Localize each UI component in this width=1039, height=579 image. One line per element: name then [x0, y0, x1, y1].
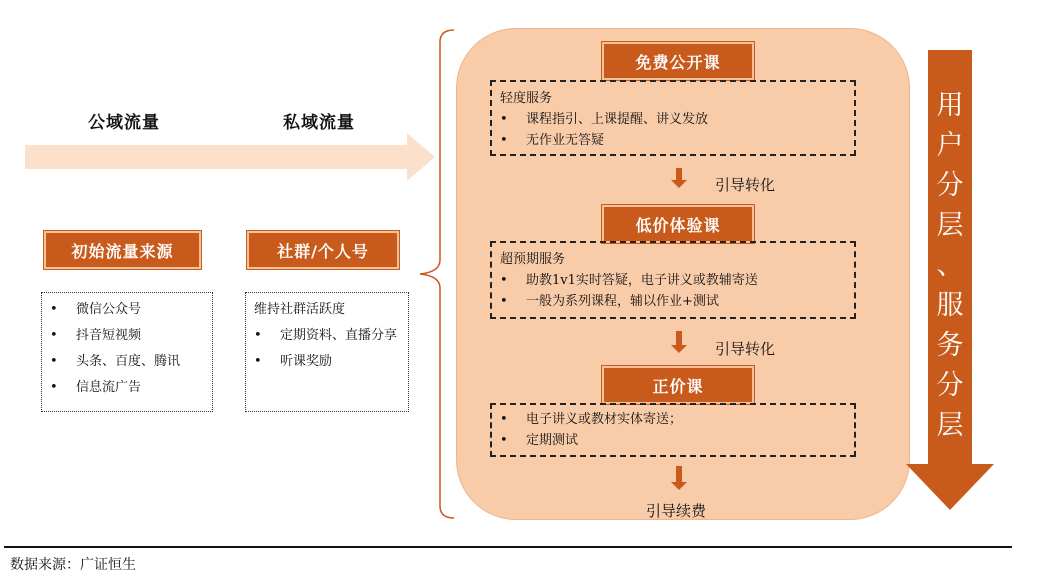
- trial-course-box: [490, 241, 856, 319]
- list-item: • 微信公众号: [50, 302, 142, 317]
- traffic-flow-arrow: [25, 133, 435, 181]
- list-item: • 助教1v1实时答疑，电子讲义或教辅寄送: [500, 273, 758, 288]
- initial-source-list: [41, 292, 213, 412]
- list-item: • 定期资料、直播分享: [254, 328, 398, 343]
- down-arrow-icon: [671, 168, 687, 188]
- public-traffic-label: 公域流量: [88, 113, 160, 133]
- list-item: • 课程指引、上课提醒、讲义发放: [500, 112, 709, 127]
- community-title: 社群/个人号: [247, 231, 399, 269]
- list-item: • 无作业无答疑: [500, 133, 605, 148]
- footer-divider: [4, 546, 1012, 548]
- private-traffic-label: 私域流量: [283, 113, 355, 133]
- guide-label-1: 引导转化: [715, 176, 776, 194]
- list-item: • 听课奖励: [254, 354, 333, 369]
- service-heading: 轻度服务: [500, 91, 553, 106]
- down-arrow-icon: [671, 466, 687, 490]
- trial-course-title: 低价体验课: [602, 205, 754, 243]
- community-list: [245, 292, 409, 412]
- user-tier-label: 用 户 分 层 、 服 务 分 层: [936, 90, 964, 441]
- bracket: [412, 28, 462, 520]
- guide-label-3: 引导续费: [646, 502, 707, 520]
- list-item: • 抖音短视频: [50, 328, 142, 343]
- list-item: • 头条、百度、腾讯: [50, 354, 181, 369]
- list-item: • 电子讲义或教材实体寄送；: [500, 412, 683, 427]
- full-course-box: [490, 403, 856, 457]
- source-note: 数据来源：广证恒生: [10, 557, 136, 573]
- down-arrow-icon: [671, 331, 687, 353]
- community-heading: 维持社群活跃度: [254, 302, 346, 317]
- initial-source-title: 初始流量来源: [44, 231, 201, 269]
- list-item: • 一般为系列课程，辅以作业+测试: [500, 294, 719, 309]
- free-course-title: 免费公开课: [602, 42, 754, 80]
- list-item: • 信息流广告: [50, 380, 142, 395]
- full-course-title: 正价课: [602, 366, 754, 404]
- list-item: • 定期测试: [500, 433, 579, 448]
- service-heading: 超预期服务: [500, 252, 566, 267]
- free-course-box: [490, 80, 856, 156]
- guide-label-2: 引导转化: [715, 340, 776, 358]
